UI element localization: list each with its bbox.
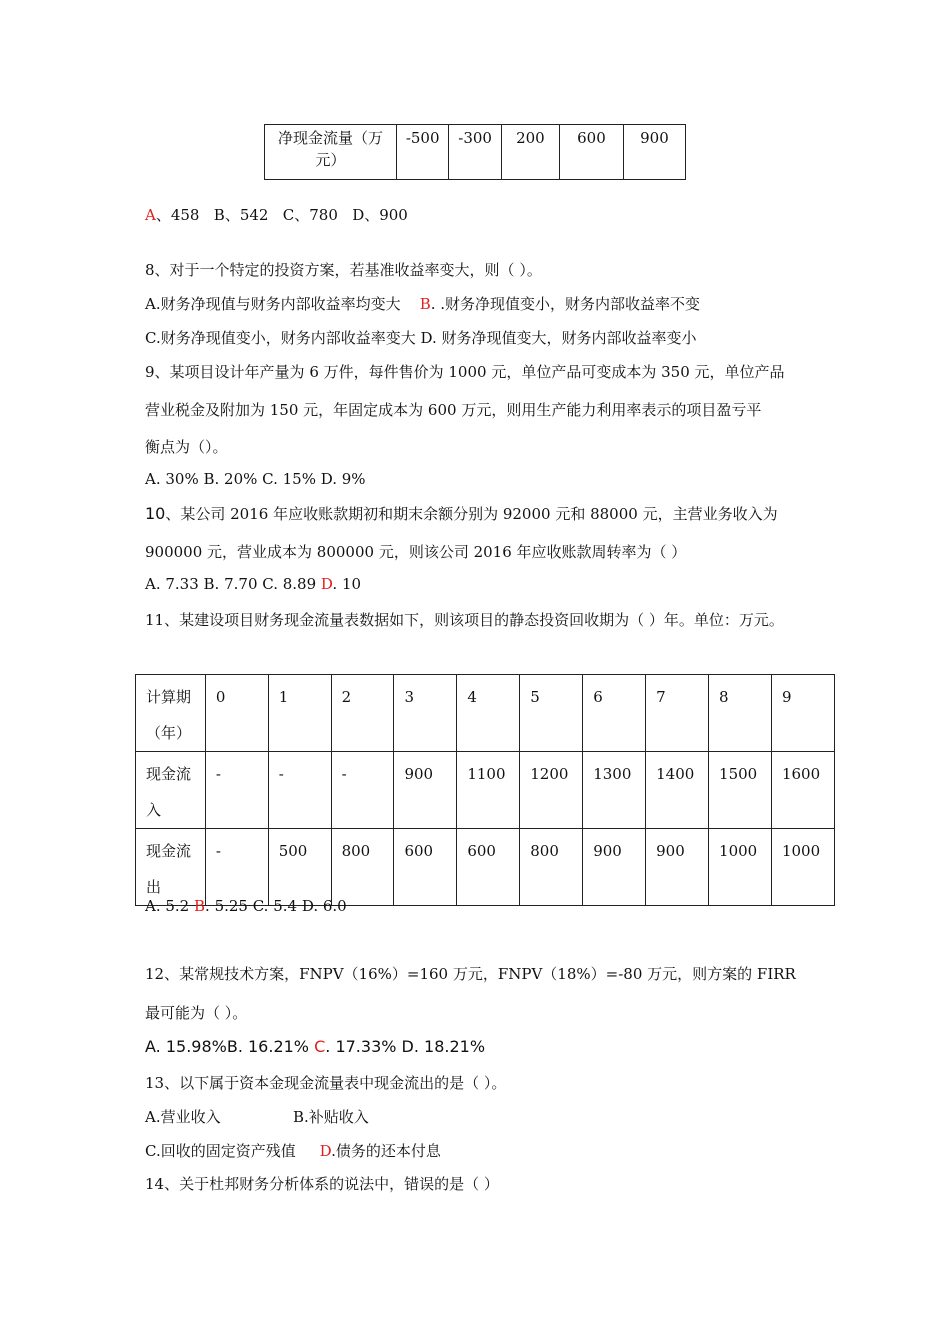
q11-options-bcd: . 5.25 C. 5.4 D. 6.0 <box>205 897 347 915</box>
table-cell: 200 <box>501 125 559 180</box>
outflow-line1: 现金流 <box>146 842 192 860</box>
table-cell: 1000 <box>771 829 834 906</box>
table-cell: 900 <box>646 829 709 906</box>
q12-line1: 12、某常规技术方案，FNPV（16%）=160 万元，FNPV（18%）=-80 万元，则方案的 FIRR <box>145 965 796 983</box>
table-row <box>136 752 835 829</box>
table-cell: 900 <box>583 829 646 906</box>
table-cell: 1400 <box>646 752 709 829</box>
q8-options-cd: C.财务净现值变小，财务内部收益率变大 D. 财务净现值变大，财务内部收益率变小 <box>145 329 697 347</box>
table-cell: 8 <box>709 675 772 752</box>
q11-option-a: A. 5.2 <box>145 897 194 915</box>
table-cell: 1000 <box>709 829 772 906</box>
q7-option-d: D、900 <box>352 206 408 224</box>
q8-option-a: A.财务净现值与财务内部收益率均变大 <box>145 295 401 313</box>
q10-answer-letter: D <box>320 575 333 593</box>
q13-option-d: .债务的还本付息 <box>331 1142 441 1160</box>
table-cell: 800 <box>331 829 394 906</box>
q12-options-cd: . 17.33% D. 18.21% <box>325 1037 486 1056</box>
q9-options: A. 30% B. 20% C. 15% D. 9% <box>145 470 366 488</box>
table-cell: - <box>205 829 268 906</box>
q10-options-abc: A. 7.33 B. 7.70 C. 8.89 <box>145 575 321 593</box>
q10-line1 <box>145 503 778 524</box>
table-cell: 1200 <box>520 752 583 829</box>
table-cell: 600 <box>559 125 623 180</box>
q9-line1: 9、某项目设计年产量为 6 万件，每件售价为 1000 元，单位产品可变成本为 350 元，单位产品 <box>145 363 785 381</box>
q8-option-b: . .财务净现值变小，财务内部收益率不变 <box>430 295 701 313</box>
q13-option-a: A.营业收入 <box>145 1108 221 1126</box>
q14-stem: 14、关于杜邦财务分析体系的说法中，错误的是（ ） <box>145 1175 499 1193</box>
header-line2: （年） <box>146 724 192 742</box>
label-line2: 元） <box>315 151 346 169</box>
q11-stem: 11、某建设项目财务现金流量表数据如下，则该项目的静态投资回收期为（ ）年。单位：万元。 <box>145 611 784 629</box>
q10-option-d: . 10 <box>332 575 362 593</box>
table-row <box>136 829 835 906</box>
table-cell: - <box>331 752 394 829</box>
q13-options-cd <box>145 1140 441 1161</box>
q8-answer-letter: B <box>419 295 431 313</box>
table-cell: 5 <box>520 675 583 752</box>
table-cell: 6 <box>583 675 646 752</box>
table-cell: 1 <box>268 675 331 752</box>
table-cell: 0 <box>205 675 268 752</box>
q12-answer-letter: C <box>314 1037 326 1056</box>
q13-option-b: B.补贴收入 <box>293 1108 369 1126</box>
table-header-inflow <box>136 752 206 829</box>
q13-option-c: C.回收的固定资产残值 <box>145 1142 296 1160</box>
inflow-line1: 现金流 <box>146 765 192 783</box>
label-line1: 净现金流量（万 <box>277 129 383 147</box>
q13-answer-letter: D <box>319 1142 332 1160</box>
table-cell: 600 <box>457 829 520 906</box>
table-cell: -500 <box>396 125 448 180</box>
table-cell: 3 <box>394 675 457 752</box>
q10-line2: 900000 元，营业成本为 800000 元，则该公司 2016 年应收账款周转率为（ ） <box>145 543 687 561</box>
table-cell: 500 <box>268 829 331 906</box>
q8-stem: 8、对于一个特定的投资方案，若基准收益率变大，则（ ）。 <box>145 261 542 279</box>
table-header-outflow <box>136 829 206 906</box>
table-cell: 7 <box>646 675 709 752</box>
table-cell: 900 <box>623 125 685 180</box>
table-cell: 900 <box>394 752 457 829</box>
q7-option-c: C、780 <box>282 206 338 224</box>
q10-options <box>145 575 361 593</box>
q7-option-a: 、458 <box>155 206 200 224</box>
table-cell: - <box>205 752 268 829</box>
q9-line2: 营业税金及附加为 150 元，年固定成本为 600 万元，则用生产能力利用率表示的项目盈亏平 <box>145 401 762 419</box>
q7-options <box>145 204 408 225</box>
q10-text: 、某公司 2016 年应收账款期初和期末余额分别为 92000 元和 88000 元，主营业务收入为 <box>165 505 778 523</box>
q7-option-b: B、542 <box>213 206 269 224</box>
table-cell: 1500 <box>709 752 772 829</box>
table-cell: - <box>268 752 331 829</box>
table-cell: 4 <box>457 675 520 752</box>
table-cell: 600 <box>394 829 457 906</box>
table-cell-label <box>265 125 397 180</box>
q10-number: 10 <box>145 504 166 523</box>
cash-flow-table <box>135 674 835 906</box>
net-cash-flow-table <box>264 124 686 180</box>
q11-answer-letter: B <box>194 897 206 915</box>
header-line1: 计算期 <box>146 688 192 706</box>
inflow-line2: 入 <box>146 801 162 819</box>
table-cell: 1100 <box>457 752 520 829</box>
table-header-period <box>136 675 206 752</box>
q12-options-ab: A. 15.98%B. 16.21% <box>145 1037 315 1056</box>
q13-options-ab <box>145 1106 369 1127</box>
table-row <box>265 125 686 180</box>
q12-line2: 最可能为（ ）。 <box>145 1004 248 1022</box>
q9-line3: 衡点为（）。 <box>145 438 228 456</box>
table-cell: 9 <box>771 675 834 752</box>
table-cell: 800 <box>520 829 583 906</box>
q8-options-ab <box>145 293 700 314</box>
outflow-line2: 出 <box>146 878 162 896</box>
q7-answer-letter: A <box>145 206 156 224</box>
table-cell: 1300 <box>583 752 646 829</box>
table-cell: 1600 <box>771 752 834 829</box>
table-cell: -300 <box>449 125 501 180</box>
q11-options <box>145 897 347 915</box>
q13-stem: 13、以下属于资本金现金流量表中现金流出的是（ ）。 <box>145 1074 507 1092</box>
q12-options <box>145 1037 485 1056</box>
table-row <box>136 675 835 752</box>
table-cell: 2 <box>331 675 394 752</box>
